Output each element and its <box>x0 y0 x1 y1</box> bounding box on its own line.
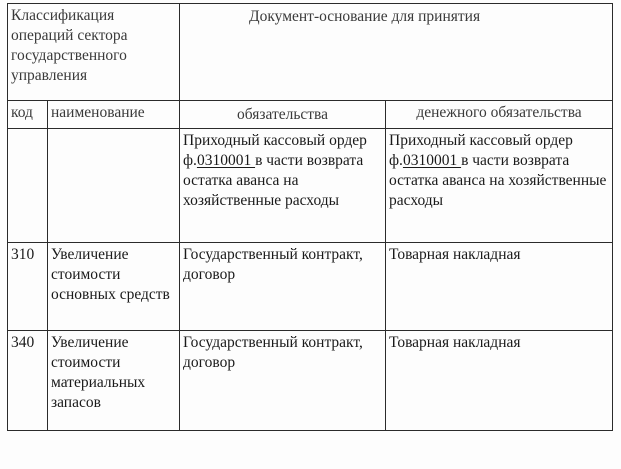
doc-basis-header: Документ-основание для принятия <box>180 4 613 101</box>
row-obligation-cell: Государственный контракт, договор <box>180 331 386 431</box>
row-money-obligation-cell: Товарная накладная <box>386 243 613 331</box>
row-money-obligation-cell: Товарная накладная <box>386 331 613 431</box>
classification-table <box>7 3 613 431</box>
header-row-main <box>8 4 613 101</box>
header-row-sub <box>8 101 613 129</box>
table-row <box>8 243 613 331</box>
obligations-header: обязательства <box>180 101 386 129</box>
classification-header: Классификация операций сектора государственного управления <box>8 4 180 101</box>
row-name-cell: Увеличение стоимости основных средств <box>48 243 180 331</box>
name-header: наименование <box>48 101 180 129</box>
form-code: 0310001 <box>402 152 462 169</box>
row-name-cell <box>48 129 180 243</box>
table-row <box>8 331 613 431</box>
row-code-cell: 310 <box>8 243 48 331</box>
row-money-obligation-cell: Приходный кассовый ордер ф.0310001 в части возврата остатка аванса на хозяйственные расходы <box>386 129 613 243</box>
table-row <box>8 129 613 243</box>
row-code-cell <box>8 129 48 243</box>
row-obligation-cell: Государственный контракт, договор <box>180 243 386 331</box>
row-name-cell: Увеличение стоимости материальных запасов <box>48 331 180 431</box>
row-obligation-cell: Приходный кассовый ордер ф.0310001 в части возврата остатка аванса на хозяйственные расходы <box>180 129 386 243</box>
money-obligations-header: денежного обязательства <box>386 101 613 129</box>
row-code-cell: 340 <box>8 331 48 431</box>
code-header: код <box>8 101 48 129</box>
form-code: 0310001 <box>196 152 256 169</box>
